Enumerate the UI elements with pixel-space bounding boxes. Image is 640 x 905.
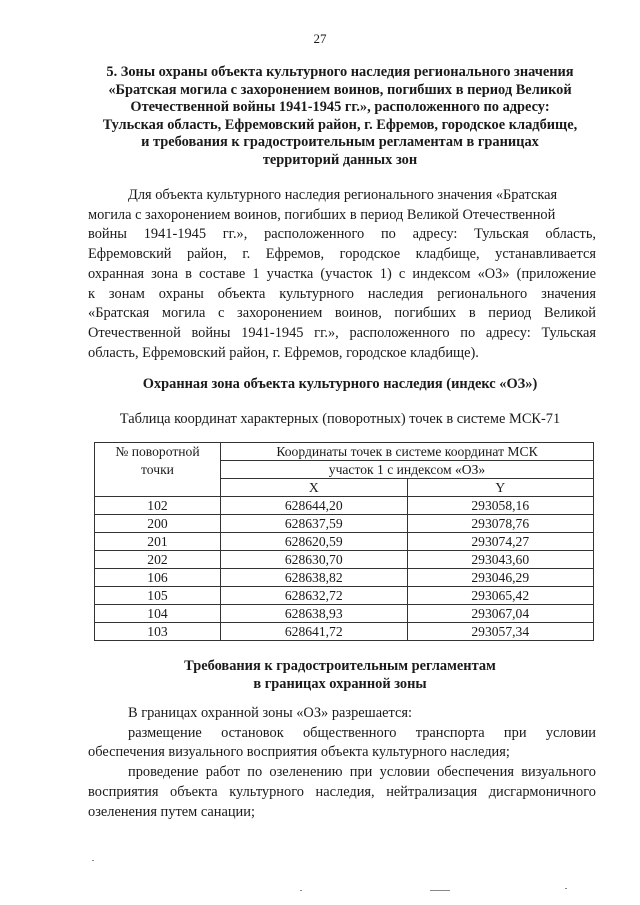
- cell-y: 293058,16: [407, 497, 594, 515]
- cell-point: 202: [95, 551, 221, 569]
- table-row: [95, 497, 594, 515]
- intro-line: охранная зона в составе 1 участка (участок 1) с индексом «ОЗ» (приложение: [88, 265, 596, 282]
- section-heading-line: территорий данных зон: [262, 151, 418, 168]
- zone-heading: Охранная зона объекта культурного наследия (индекс «ОЗ»): [142, 376, 538, 392]
- intro-line: к зонам охраны объекта культурного наследия регионального значения: [88, 285, 596, 302]
- table-row: [95, 587, 594, 605]
- section-heading-line: Отечественной войны 1941-1945 гг.», расположенного по адресу:: [130, 99, 550, 116]
- intro-line: область, Ефремовский район, г. Ефремов, городское кладбище).: [88, 344, 479, 361]
- table-row: [95, 551, 594, 569]
- cell-x: 628630,70: [221, 551, 408, 569]
- intro-paragraph: [88, 186, 596, 363]
- cell-point: 106: [95, 569, 221, 587]
- section-heading: [80, 64, 600, 170]
- permitted-list: [88, 704, 596, 822]
- table-row: [95, 605, 594, 623]
- cell-y: 293065,42: [407, 587, 594, 605]
- section-heading-line: «Братская могила с захоронением воинов, погибших в период Великой: [108, 81, 572, 98]
- header-point-number: [95, 443, 221, 497]
- permitted-intro: В границах охранной зоны «ОЗ» разрешается:: [128, 705, 413, 721]
- cell-y: 293043,60: [407, 551, 594, 569]
- cell-point: 201: [95, 533, 221, 551]
- table-row: [95, 533, 594, 551]
- cell-y: 293067,04: [407, 605, 594, 623]
- cell-x: 628638,82: [221, 569, 408, 587]
- cell-point: 103: [95, 623, 221, 641]
- cell-x: 628638,93: [221, 605, 408, 623]
- intro-line: Отечественной войны 1941-1945 гг.», расположенного по адресу: Тульская: [88, 324, 596, 341]
- intro-line: Для объекта культурного наследия регионального значения «Братская: [128, 187, 558, 203]
- requirements-heading-line: в границах охранной зоны: [253, 676, 427, 692]
- cell-point: 102: [95, 497, 221, 515]
- requirements-heading: [80, 657, 600, 693]
- table-row: [95, 569, 594, 587]
- cell-point: 200: [95, 515, 221, 533]
- header-y: Y: [407, 479, 594, 497]
- permitted-item: проведение работ по озеленению при условии обеспечения визуального восприятия объекта культурного наследия, нейтрализация дисгармоничного озеленения путем санации;: [88, 764, 596, 820]
- cell-point: 105: [95, 587, 221, 605]
- requirements-heading-line: Требования к градостроительным регламентам: [184, 658, 496, 674]
- intro-line: Ефремовский район, г. Ефремов, городское кладбище, устанавливается: [88, 246, 596, 263]
- coordinates-table: [94, 442, 594, 641]
- header-coordinates: Координаты точек в системе координат МСК: [221, 443, 594, 461]
- section-heading-line: 5. Зоны охраны объекта культурного наследия регионального значения: [106, 64, 574, 80]
- cell-y: 293078,76: [407, 515, 594, 533]
- header-plot: участок 1 с индексом «ОЗ»: [221, 461, 594, 479]
- cell-x: 628644,20: [221, 497, 408, 515]
- cell-x: 628620,59: [221, 533, 408, 551]
- scan-speck: [430, 890, 450, 891]
- intro-line: войны 1941-1945 гг.», расположенного по адресу: Тульская область,: [88, 226, 596, 243]
- cell-y: 293074,27: [407, 533, 594, 551]
- cell-x: 628637,59: [221, 515, 408, 533]
- page-number: 27: [313, 31, 327, 46]
- cell-y: 293046,29: [407, 569, 594, 587]
- header-point-line: точки: [141, 462, 174, 477]
- cell-x: 628641,72: [221, 623, 408, 641]
- permitted-item: размещение остановок общественного транспорта при условии обеспечения визуального восприятия объекта культурного наследия;: [88, 724, 596, 761]
- header-point-line: № поворотной: [115, 444, 200, 459]
- cell-point: 104: [95, 605, 221, 623]
- scan-speck: [300, 890, 302, 891]
- scan-speck: [565, 888, 567, 889]
- header-x: X: [221, 479, 408, 497]
- section-heading-line: Тульская область, Ефремовский район, г. Ефремов, городское кладбище,: [102, 116, 578, 133]
- scan-speck: [92, 860, 94, 861]
- cell-y: 293057,34: [407, 623, 594, 641]
- table-caption: Таблица координат характерных (поворотных) точек в системе МСК-71: [119, 411, 561, 427]
- table-row: [95, 623, 594, 641]
- cell-x: 628632,72: [221, 587, 408, 605]
- intro-line: «Братская могила с захоронением воинов, погибших в период Великой: [88, 305, 596, 322]
- section-heading-line: и требования к градостроительным регламентам в границах: [141, 134, 539, 151]
- table-row: [95, 515, 594, 533]
- intro-line: могила с захоронением воинов, погибших в период Великой Отечественной: [88, 206, 556, 223]
